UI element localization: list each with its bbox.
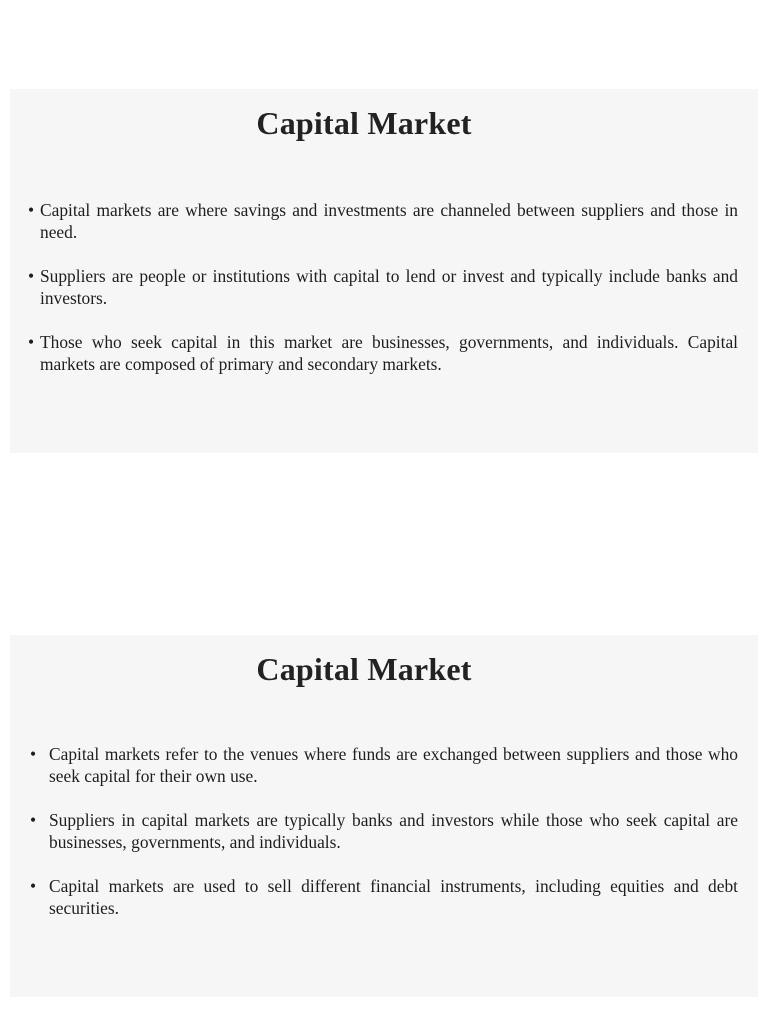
bullet-text: Those who seek capital in this market are businesses, governments, and individuals. Capital markets are composed of primary and secondary markets. [40, 332, 738, 374]
bullet-item [28, 199, 738, 243]
bullet-text: Capital markets are where savings and investments are channeled between suppliers and those in need. [40, 200, 738, 242]
bullet-list [28, 199, 738, 397]
bullet-item [28, 265, 738, 309]
bullet-item [28, 875, 738, 919]
bullet-icon: • [30, 810, 37, 830]
slide-2 [10, 635, 758, 997]
bullet-item [28, 809, 738, 853]
bullet-item [28, 743, 738, 787]
bullet-text: Suppliers in capital markets are typically banks and investors while those who seek capital are businesses, governments, and individuals. [49, 810, 738, 852]
bullet-item [28, 331, 738, 375]
slide-1 [10, 89, 758, 453]
slide-title: Capital Market [256, 651, 472, 687]
bullet-icon: • [30, 744, 37, 764]
bullet-icon: • [30, 876, 37, 896]
bullet-icon: • [28, 200, 35, 220]
bullet-list [28, 743, 738, 941]
slide-title: Capital Market [256, 105, 472, 141]
bullet-text: Suppliers are people or institutions with capital to lend or invest and typically include banks and investors. [40, 266, 738, 308]
bullet-icon: • [28, 332, 35, 352]
bullet-text: Capital markets are used to sell different financial instruments, including equities and debt securities. [49, 876, 738, 918]
bullet-icon: • [28, 266, 35, 286]
bullet-text: Capital markets refer to the venues where funds are exchanged between suppliers and those who seek capital for their own use. [49, 744, 738, 786]
